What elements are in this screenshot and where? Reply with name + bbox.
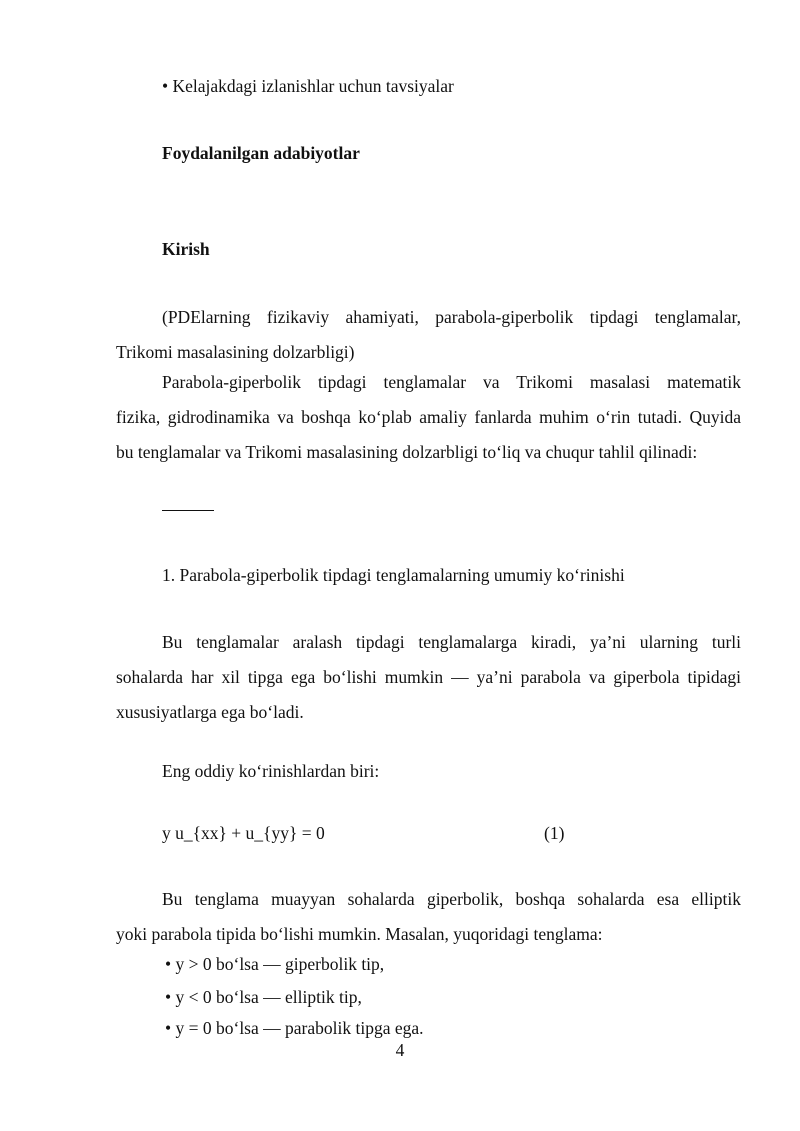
equation-paragraph bbox=[116, 882, 741, 952]
intro-parenthetical-line: Trikomi masalasining dolzarbligi) bbox=[116, 342, 355, 362]
section1-paragraph-line: xususiyatlarga ega bo‘ladi. bbox=[116, 702, 304, 722]
intro-paragraph bbox=[116, 365, 741, 470]
intro-paragraph-line: fizika, gidrodinamika va boshqa ko‘plab amaliy fanlarda muhim o‘rin tutadi. Quyida bbox=[116, 407, 741, 427]
case-elliptic: • y < 0 bo‘lsa — elliptik tip, bbox=[165, 987, 362, 1007]
equation-paragraph-line: Bu tenglama muayyan sohalarda giperbolik, boshqa sohalarda esa elliptik bbox=[162, 889, 741, 909]
case-hyperbolic: • y > 0 bo‘lsa — giperbolik tip, bbox=[165, 954, 385, 974]
intro-heading: Kirish bbox=[162, 239, 210, 259]
intro-paragraph-line: bu tenglamalar va Trikomi masalasining dolzarbligi to‘liq va chuqur tahlil qilinadi: bbox=[116, 442, 698, 462]
intro-parenthetical bbox=[116, 300, 741, 370]
equation-number: (1) bbox=[544, 823, 565, 843]
case-parabolic: • y = 0 bo‘lsa — parabolik tipga ega. bbox=[165, 1018, 424, 1038]
page-number: 4 bbox=[395, 1040, 405, 1060]
intro-parenthetical-line: (PDElarning fizikaviy ahamiyati, parabola-giperbolik tipdagi tenglamalar, bbox=[162, 307, 741, 327]
equation-paragraph-line: yoki parabola tipida bo‘lishi mumkin. Masalan, yuqoridagi tenglama: bbox=[116, 924, 603, 944]
equation-text: y u_{xx} + u_{yy} = 0 bbox=[162, 823, 325, 843]
intro-paragraph-line: Parabola-giperbolik tipdagi tenglamalar va Trikomi masalasi matematik bbox=[162, 372, 741, 392]
section1-paragraph-line: sohalarda har xil tipga ega bo‘lishi mumkin — ya’ni parabola va giperbola tipidagi bbox=[116, 667, 741, 687]
section1-paragraph bbox=[116, 625, 741, 730]
literature-heading: Foydalanilgan adabiyotlar bbox=[162, 143, 360, 163]
recommendations-bullet: • Kelajakdagi izlanishlar uchun tavsiyalar bbox=[162, 76, 454, 96]
section1-title: 1. Parabola-giperbolik tipdagi tenglamalarning umumiy ko‘rinishi bbox=[162, 565, 625, 585]
section1-paragraph-line: Bu tenglamalar aralash tipdagi tenglamalarga kiradi, ya’ni ularning turli bbox=[162, 632, 741, 652]
simplest-form-label: Eng oddiy ko‘rinishlardan biri: bbox=[162, 761, 380, 781]
section-divider bbox=[162, 510, 214, 511]
